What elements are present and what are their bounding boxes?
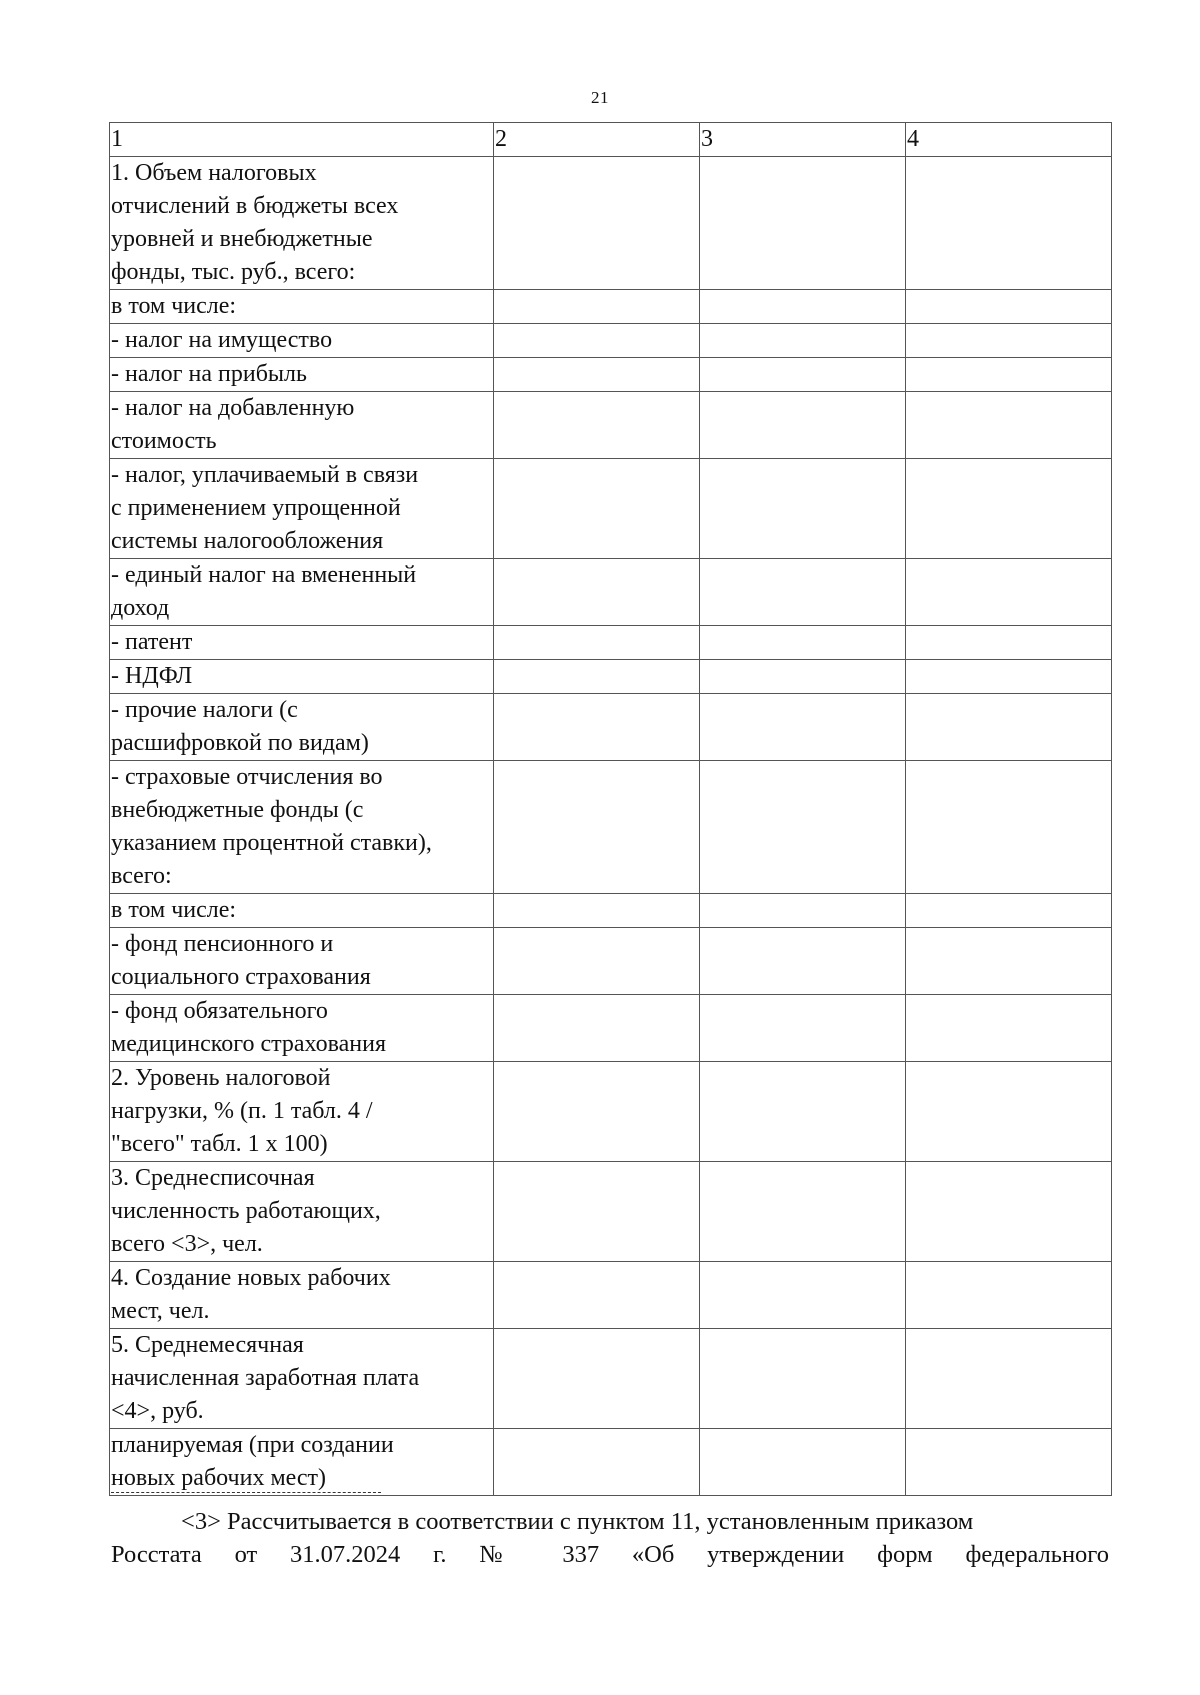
value-cell-col-2 [494,1062,700,1162]
row-label: 3. Среднесписочная численность работающих, всего <3>, чел. [110,1162,494,1262]
value-cell-col-3 [700,459,906,559]
page-number: 21 [591,88,609,107]
value-cell-col-3 [700,1429,906,1496]
value-cell-col-3 [700,392,906,459]
table-body [110,123,1112,1496]
row-label: 1. Объем налоговых отчислений в бюджеты всех уровней и внебюджетные фонды, тыс. руб., всего: [110,157,494,290]
table-row [110,1062,1112,1162]
table-row [110,459,1112,559]
value-cell-col-2 [494,660,700,694]
value-cell-col-4 [906,1429,1112,1496]
value-cell-col-2 [494,894,700,928]
row-label: - налог на имущество [110,324,494,358]
table-row [110,392,1112,459]
value-cell-col-3 [700,928,906,995]
row-label: - налог на прибыль [110,358,494,392]
value-cell-col-3 [700,157,906,290]
value-cell-col-4 [906,660,1112,694]
value-cell-col-2 [494,392,700,459]
table-row [110,324,1112,358]
value-cell-col-4 [906,290,1112,324]
value-cell-col-3 [700,761,906,894]
value-cell-col-4 [906,459,1112,559]
value-cell-col-3 [700,290,906,324]
value-cell-col-3 [700,1162,906,1262]
footnote-line-2: Росстата от 31.07.2024 г. № 337 «Об утверждении форм федерального [111,1541,1109,1568]
value-cell-col-2 [494,694,700,761]
value-cell-col-3 [700,894,906,928]
table-row [110,660,1112,694]
value-cell-col-2 [494,1262,700,1329]
value-cell-col-4 [906,358,1112,392]
value-cell-col-2 [494,324,700,358]
header-cell-2: 2 [494,123,700,157]
row-label: - НДФЛ [110,660,494,694]
table-row [110,694,1112,761]
table-row [110,1162,1112,1262]
row-label: - страховые отчисления во внебюджетные фонды (с указанием процентной ставки), всего: [110,761,494,894]
value-cell-col-4 [906,1329,1112,1429]
value-cell-col-3 [700,324,906,358]
value-cell-col-3 [700,694,906,761]
value-cell-col-4 [906,995,1112,1062]
value-cell-col-2 [494,761,700,894]
row-label: - единый налог на вмененный доход [110,559,494,626]
footnote-separator [111,1492,381,1493]
header-row [110,123,1112,157]
value-cell-col-2 [494,157,700,290]
value-cell-col-3 [700,1262,906,1329]
header-cell-4: 4 [906,123,1112,157]
value-cell-col-2 [494,1329,700,1429]
row-label: - фонд пенсионного и социального страхования [110,928,494,995]
value-cell-col-2 [494,928,700,995]
footnote-line-1: <3> Рассчитывается в соответствии с пунктом 11, установленным приказом [181,1508,974,1535]
value-cell-col-3 [700,559,906,626]
value-cell-col-4 [906,1062,1112,1162]
value-cell-col-4 [906,1162,1112,1262]
value-cell-col-4 [906,761,1112,894]
value-cell-col-2 [494,290,700,324]
value-cell-col-3 [700,626,906,660]
table-row [110,626,1112,660]
value-cell-col-4 [906,928,1112,995]
value-cell-col-2 [494,358,700,392]
row-label: в том числе: [110,894,494,928]
table-row [110,157,1112,290]
value-cell-col-4 [906,1262,1112,1329]
value-cell-col-2 [494,1162,700,1262]
row-label: 5. Среднемесячная начисленная заработная плата <4>, руб. [110,1329,494,1429]
value-cell-col-2 [494,1429,700,1496]
table-row [110,1329,1112,1429]
table-row [110,761,1112,894]
table-row [110,559,1112,626]
row-label: - налог на добавленную стоимость [110,392,494,459]
value-cell-col-4 [906,559,1112,626]
row-label: 4. Создание новых рабочих мест, чел. [110,1262,494,1329]
row-label: в том числе: [110,290,494,324]
value-cell-col-4 [906,392,1112,459]
row-label: - фонд обязательного медицинского страхования [110,995,494,1062]
table-row [110,894,1112,928]
row-label: 2. Уровень налоговой нагрузки, % (п. 1 табл. 4 / "всего" табл. 1 x 100) [110,1062,494,1162]
footnote [111,1505,1109,1571]
header-cell-1: 1 [110,123,494,157]
value-cell-col-3 [700,660,906,694]
table-row [110,1429,1112,1496]
value-cell-col-3 [700,1062,906,1162]
value-cell-col-4 [906,157,1112,290]
value-cell-col-4 [906,626,1112,660]
table-row [110,290,1112,324]
value-cell-col-2 [494,995,700,1062]
table-row [110,995,1112,1062]
value-cell-col-2 [494,559,700,626]
value-cell-col-3 [700,1329,906,1429]
value-cell-col-4 [906,894,1112,928]
table-row [110,1262,1112,1329]
row-label: - налог, уплачиваемый в связи с применением упрощенной системы налогообложения [110,459,494,559]
row-label: - прочие налоги (с расшифровкой по видам) [110,694,494,761]
row-label: планируемая (при создании новых рабочих мест) [110,1429,494,1496]
table-row [110,358,1112,392]
header-cell-3: 3 [700,123,906,157]
value-cell-col-3 [700,358,906,392]
value-cell-col-3 [700,995,906,1062]
value-cell-col-4 [906,324,1112,358]
table-row [110,928,1112,995]
value-cell-col-2 [494,626,700,660]
row-label: - патент [110,626,494,660]
tax-indicators-table [109,122,1112,1496]
value-cell-col-2 [494,459,700,559]
value-cell-col-4 [906,694,1112,761]
